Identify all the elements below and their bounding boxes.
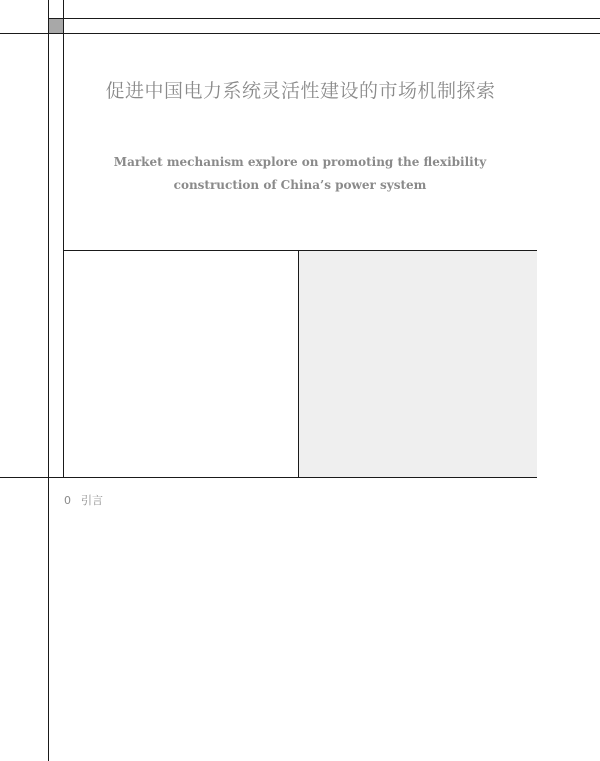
abstract-box-divider xyxy=(298,250,299,478)
abstract-panel-right xyxy=(299,251,537,477)
section-number: 0 xyxy=(64,494,71,507)
section-heading-introduction xyxy=(64,492,103,508)
header-rule-bottom xyxy=(0,33,600,34)
margin-rule-outer xyxy=(48,0,49,761)
section-title: 引言 xyxy=(81,494,103,507)
header-rule-top xyxy=(48,18,600,19)
margin-rule-inner xyxy=(63,0,64,478)
title-english: Market mechanism explore on promoting the flexibility construction of China’s power system xyxy=(113,155,487,192)
abstract-box-bottom-rule xyxy=(0,477,537,478)
title-chinese: 促进中国电力系统灵活性建设的市场机制探索 xyxy=(105,80,496,102)
corner-marker xyxy=(49,19,63,33)
